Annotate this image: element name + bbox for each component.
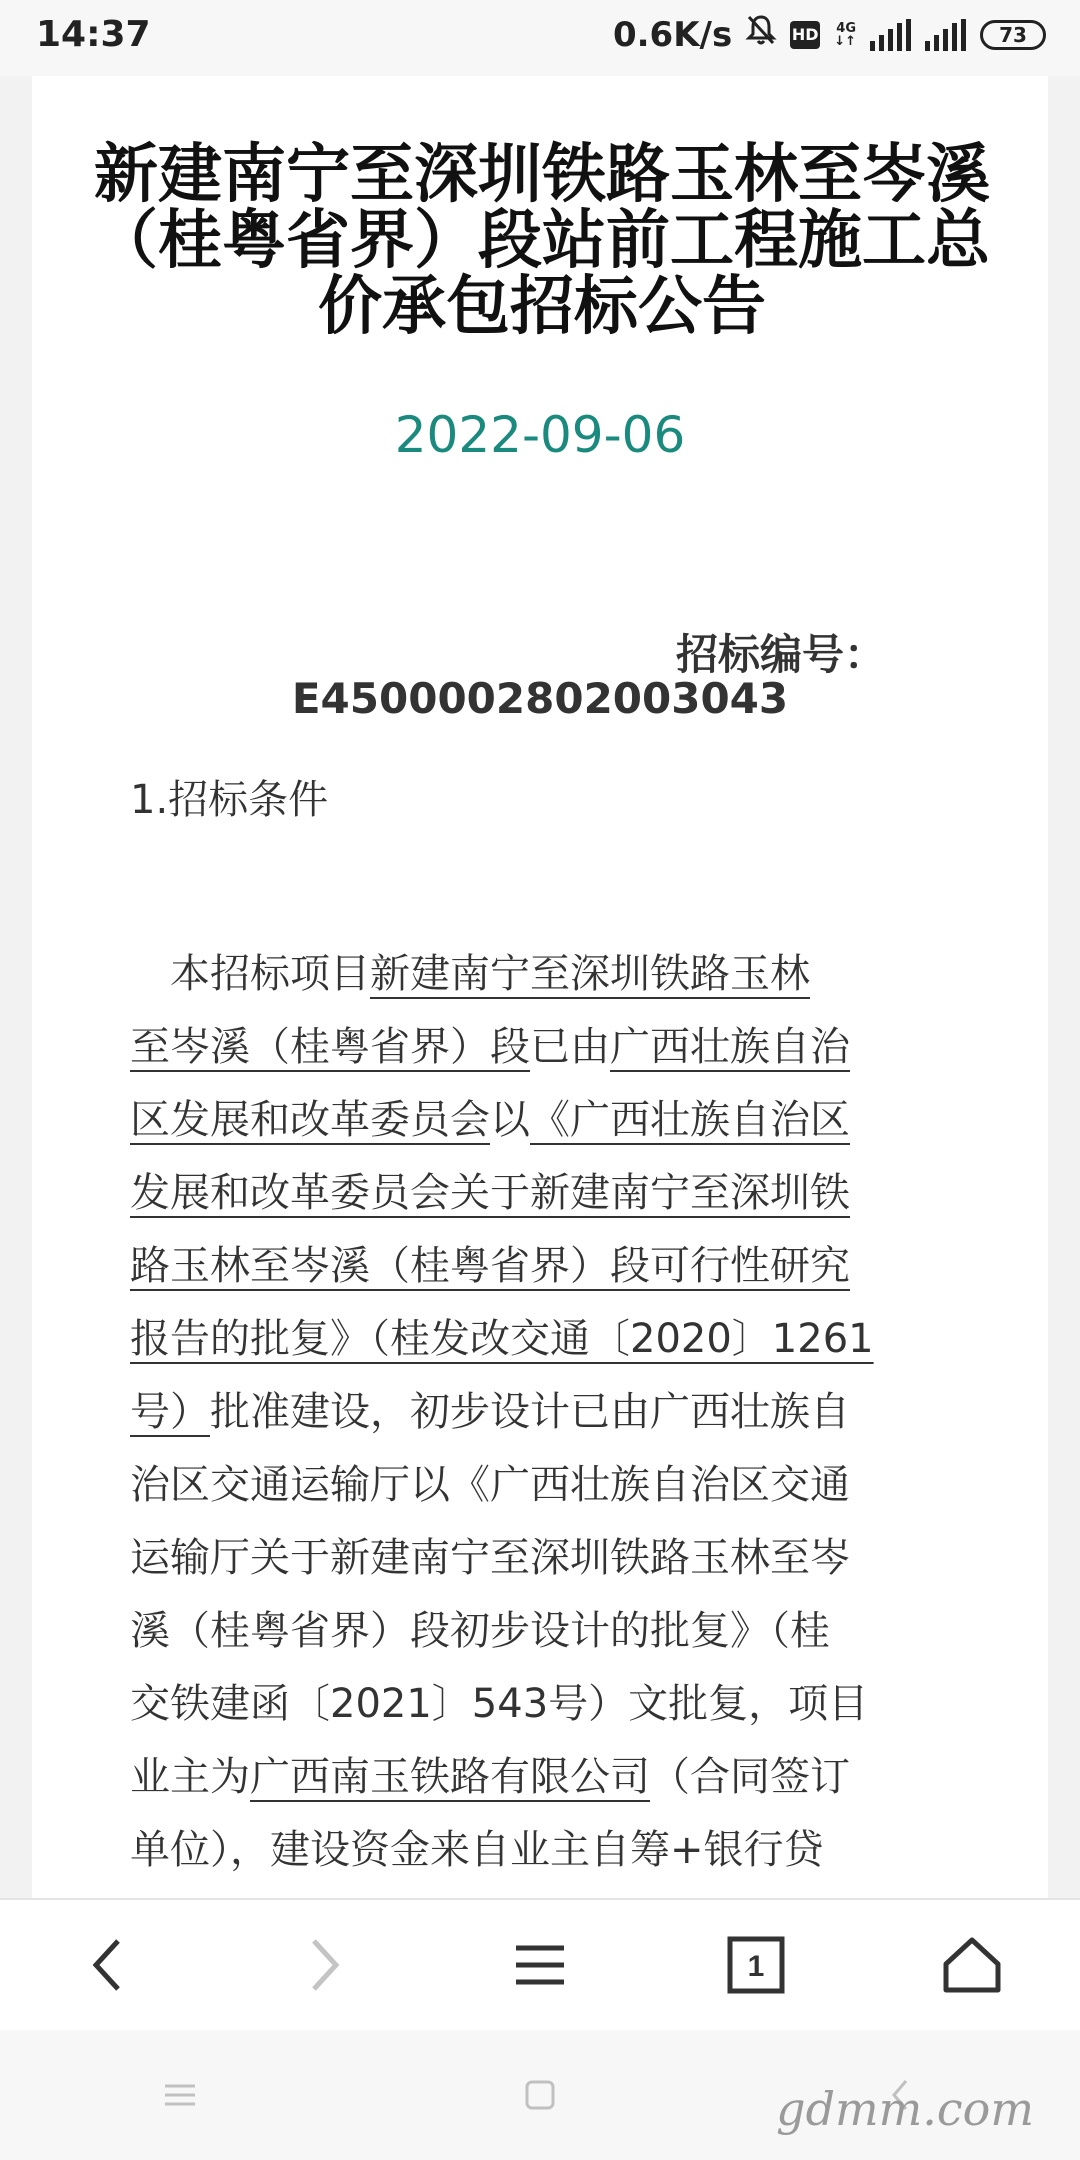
status-icons xyxy=(613,14,1046,55)
line-text: 本招标项目 xyxy=(130,951,370,997)
paragraph-line xyxy=(130,938,952,1011)
line-text: 业主为 xyxy=(130,1754,250,1800)
paragraph-line xyxy=(130,1595,952,1668)
menu-icon xyxy=(165,2083,195,2107)
approval-doc-link[interactable]: 《广西壮族自治区 xyxy=(530,1097,850,1143)
paragraph-line xyxy=(130,1084,952,1157)
home-icon xyxy=(942,1936,1002,1994)
paragraph-line xyxy=(130,1376,952,1449)
tabs-button[interactable] xyxy=(648,1899,864,2031)
line-text: 单位），建设资金来自业主自筹+银行贷 xyxy=(130,1827,824,1873)
paragraph-line xyxy=(130,1814,952,1887)
approver-link[interactable]: 广西壮族自治 xyxy=(610,1024,850,1070)
system-home-button[interactable] xyxy=(360,2030,720,2160)
square-icon xyxy=(525,2080,555,2110)
line-text: 运输厅关于新建南宁至深圳铁路玉林至岑 xyxy=(130,1535,850,1581)
line-text: （合同签订 xyxy=(650,1754,850,1800)
network-type-label: 4G xyxy=(836,20,856,36)
bell-muted-icon xyxy=(746,14,776,55)
paragraph-line xyxy=(130,1449,952,1522)
line-text: 交铁建函〔2021〕543号）文批复，项目 xyxy=(130,1681,869,1727)
svg-text:1: 1 xyxy=(747,1950,765,1983)
status-bar xyxy=(0,0,1080,76)
tabs-icon xyxy=(727,1936,785,1994)
signal-icon-2 xyxy=(925,19,966,51)
signal-icon-1 xyxy=(870,19,911,51)
project-name-link[interactable]: 至岑溪（桂粤省界）段 xyxy=(130,1024,530,1070)
network-speed: 0.6K/s xyxy=(612,14,733,55)
paragraph-line xyxy=(130,1303,952,1376)
line-text: 溪（桂粤省界）段初步设计的批复》（桂 xyxy=(130,1608,830,1654)
article-paragraph xyxy=(130,938,952,1960)
watermark: gdmm.com xyxy=(776,2082,1034,2136)
article-date: 2022-09-06 xyxy=(394,406,686,464)
paragraph-line xyxy=(130,1741,952,1814)
paragraph-line xyxy=(130,1157,952,1230)
approver-link[interactable]: 区发展和改革委员会 xyxy=(130,1097,490,1143)
line-text: 以 xyxy=(490,1097,530,1143)
network-type: 4G ↓↑ xyxy=(834,20,856,49)
owner-link[interactable]: 广西南玉铁路有限公司 xyxy=(250,1754,650,1800)
menu-icon xyxy=(514,1943,566,1987)
paragraph-line xyxy=(130,1011,952,1084)
chevron-left-icon xyxy=(88,1935,128,1995)
line-text: 批准建设，初步设计已由广西壮族自 xyxy=(210,1389,850,1435)
bid-number-label: 招标编号： xyxy=(676,630,887,679)
line-text: 治区交通运输厅以《广西壮族自治区交通 xyxy=(130,1462,850,1508)
article-title: 新建南宁至深圳铁路玉林至岑溪（桂粤省界）段站前工程施工总价承包招标公告 xyxy=(94,138,990,344)
forward-button[interactable] xyxy=(216,1899,432,2031)
bid-number: E4500002802003043 xyxy=(291,674,789,723)
status-time: 14:37 xyxy=(36,14,151,55)
menu-button[interactable] xyxy=(432,1899,648,2031)
article-page xyxy=(32,76,1048,1898)
approval-doc-link[interactable]: 报告的批复》（桂发改交通〔2020〕1261 xyxy=(130,1316,874,1362)
system-menu-button[interactable] xyxy=(0,2030,360,2160)
chevron-right-icon xyxy=(304,1935,344,1995)
back-button[interactable] xyxy=(0,1899,216,2031)
approval-doc-link[interactable]: 发展和改革委员会关于新建南宁至深圳铁 xyxy=(130,1170,850,1216)
project-name-link[interactable]: 新建南宁至深圳铁路玉林 xyxy=(370,951,810,997)
battery-icon: 73 xyxy=(980,20,1046,50)
approval-doc-link[interactable]: 号） xyxy=(130,1389,210,1435)
paragraph-line xyxy=(130,1668,952,1741)
section-heading: 1.招标条件 xyxy=(130,777,329,823)
browser-toolbar xyxy=(0,1898,1080,2030)
line-text: 已由 xyxy=(530,1024,610,1070)
approval-doc-link[interactable]: 路玉林至岑溪（桂粤省界）段可行性研究 xyxy=(130,1243,850,1289)
paragraph-line xyxy=(130,1522,952,1595)
home-button[interactable] xyxy=(864,1899,1080,2031)
hd-badge: HD xyxy=(790,21,820,49)
paragraph-line xyxy=(130,1230,952,1303)
